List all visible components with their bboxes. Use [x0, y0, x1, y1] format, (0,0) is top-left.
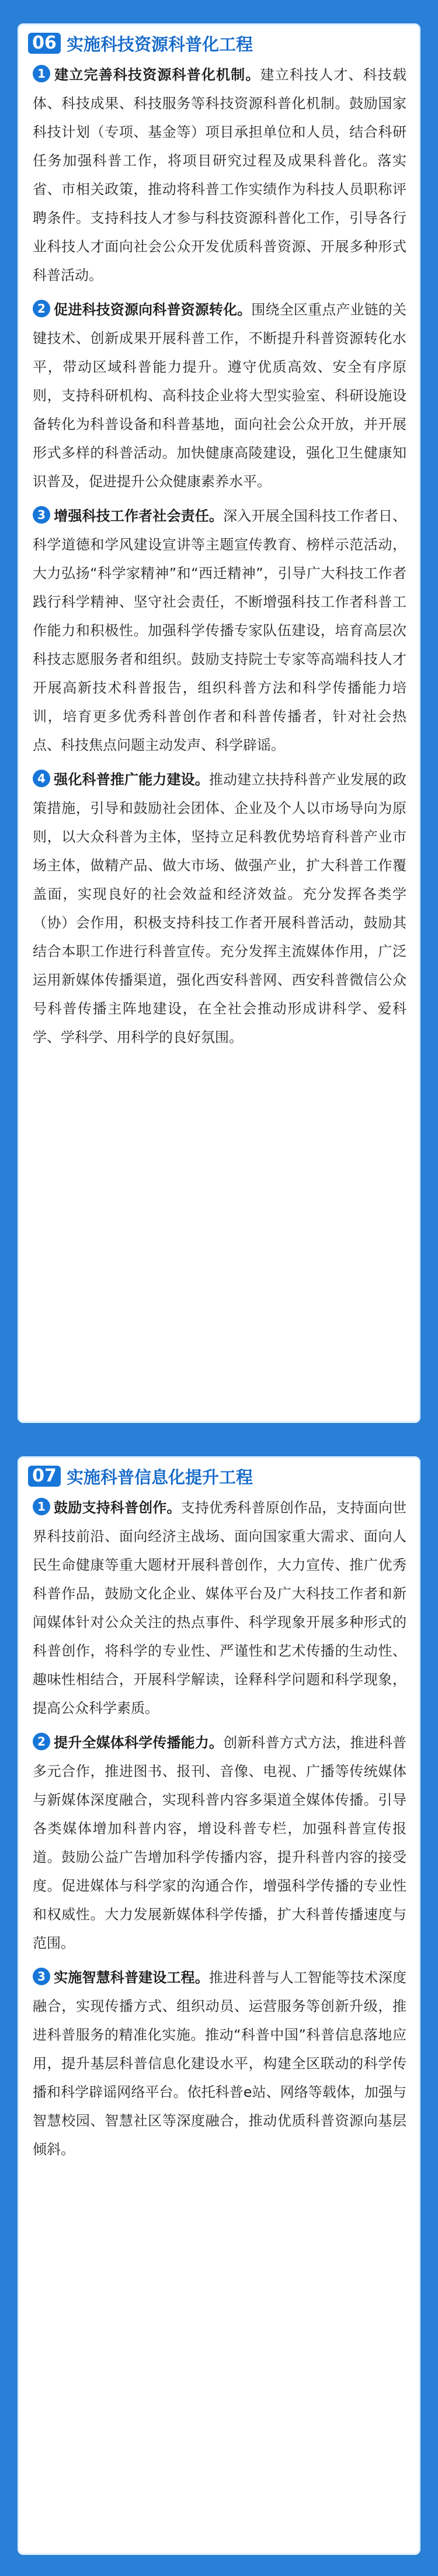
- item-text: 推动建立扶持科普产业发展的政策措施，引导和鼓励社会团体、企业及个人以市场导向为原则，以大众科普为主体，坚持立足科教优势培育科普产业市场主体，做精产品、做大市场、做强产业，扩大科普工作覆盖面，实现良好的社会效益和经济效益。充分发挥各类学（协）会作用，积极支持科技工作者开展科普活动，鼓励其结合本职工作进行科普宣传。充分发挥主流媒体作用，广泛运用新媒体传播渠道，强化西安科普网、西安科普微信公众号科普传播主阵地建设，在全社会推动形成讲科学、爱科学、学科学、用科学的良好氛围。: [33, 771, 407, 1045]
- section-06-item-4: [33, 766, 406, 1052]
- bullet-2-icon: 2: [33, 1733, 50, 1750]
- section-07-item-3: [33, 1964, 406, 2164]
- section-06-item-1: [33, 61, 406, 290]
- item-lead: 提升全媒体科学传播能力。: [54, 1734, 224, 1751]
- section-07-card: [18, 1456, 420, 2555]
- section-06-card: [18, 23, 420, 1423]
- item-text: 深入开展全国科技工作者日、科学道德和学风建设宣讲等主题宣传教育、榜样示范活动，大力弘扬“科学家精神”和“西迁精神”，引导广大科技工作者践行科学精神、坚守社会责任，不断增强科技工作者科普工作能力和积极性。加强科学传播专家队伍建设，培育高层次科技志愿服务者和组织。鼓励支持院士专家等高端科技人才开展高新技术科普报告，组织科普方法和科学传播能力培训，培育更多优秀科普创作者和科普传播者，针对社会热点、科技焦点问题主动发声、科学辟谣。: [33, 508, 407, 753]
- item-lead: 强化科普推广能力建设。: [54, 771, 209, 788]
- section-06-item-3: [33, 502, 406, 760]
- item-lead: 促进科技资源向科普资源转化。: [54, 302, 252, 318]
- item-text: 推进科普与人工智能等技术深度融合，实现传播方式、组织动员、运营服务等创新升级，推进科普服务的精准化实施。推动“科普中国”科普信息落地应用，提升基层科普信息化建设水平，构建全区联动的科学传播和科学辟谣网络平台。依托科普e站、网络等载体，加强与智慧校园、智慧社区等深度融合，推动优质科普资源向基层倾斜。: [33, 1969, 407, 2158]
- item-lead: 建立完善科技资源科普化机制。: [54, 67, 260, 83]
- item-lead: 增强科技工作者社会责任。: [54, 508, 224, 524]
- item-lead: 实施智慧科普建设工程。: [54, 1969, 209, 1986]
- bullet-1-icon: 1: [33, 1498, 50, 1515]
- section-07-number: 07: [28, 1466, 61, 1487]
- item-text: 围绕全区重点产业链的关键技术、创新成果开展科普工作，不断提升科普资源转化水平，带动区域科普能力提升。遵守优质高效、安全有序原则，支持科研机构、高科技企业将大型实验室、科研设施设备转化为科普设备和科普基地，面向社会公众开放，并开展形式多样的科普活动。加快健康高陵建设，强化卫生健康知识普及，促进提升公众健康素养水平。: [33, 302, 407, 490]
- section-07-item-1: [33, 1494, 406, 1723]
- item-text: 创新科普方式方法，推进科普多元合作，推进图书、报刊、音像、电视、广播等传统媒体与新媒体深度融合，实现科普内容多渠道全媒体传播。引导各类媒体增加科普内容，增设科普专栏，加强科普宣传报道。鼓励公益广告增加科学传播内容，提升科普内容的接受度。促进媒体与科学家的沟通合作，增强科学传播的专业性和权威性。大力发展新媒体科学传播，扩大科普传播速度与范围。: [33, 1734, 407, 1951]
- section-07-title: 实施科普信息化提升工程: [67, 1467, 253, 1487]
- section-06-number: 06: [28, 33, 61, 54]
- item-lead: 鼓励支持科普创作。: [54, 1500, 181, 1516]
- bullet-3-icon: 3: [33, 1968, 50, 1985]
- item-text: 建立科技人才、科技载体、科技成果、科技服务等科技资源科普化机制。鼓励国家科技计划（专项、基金等）项目承担单位和人员，结合科研任务加强科普工作，将项目研究过程及成果科普化。落实省、市相关政策，推动将科普工作实绩作为科技人员职称评聘条件。支持科技人才参与科技资源科普化工作，引导各行业科技人才面向社会公众开发优质科普资源、开展多种形式科普活动。: [33, 67, 406, 283]
- item-text: 支持优秀科普原创作品，支持面向世界科技前沿、面向经济主战场、面向国家重大需求、面向人民生命健康等重大题材开展科普创作，大力宣传、推广优秀科普作品，鼓励文化企业、媒体平台及广大科技工作者和新闻媒体针对公众关注的热点事件、科学现象开展多种形式的科普创作，将科学的专业性、严谨性和艺术传播的生动性、趣味性相结合，开展科学解读，诠释科学问题和科学现象，提高公众科学素质。: [33, 1500, 407, 1716]
- section-06-item-2: [33, 296, 406, 496]
- section-07-item-2: [33, 1729, 406, 1958]
- bullet-1-icon: 1: [33, 65, 50, 82]
- bullet-4-icon: 4: [33, 770, 50, 787]
- bullet-2-icon: 2: [33, 300, 50, 317]
- section-06-title: 实施科技资源科普化工程: [67, 34, 253, 54]
- section-06-header: [28, 32, 410, 55]
- bullet-3-icon: 3: [33, 506, 50, 524]
- section-07-header: [28, 1464, 410, 1488]
